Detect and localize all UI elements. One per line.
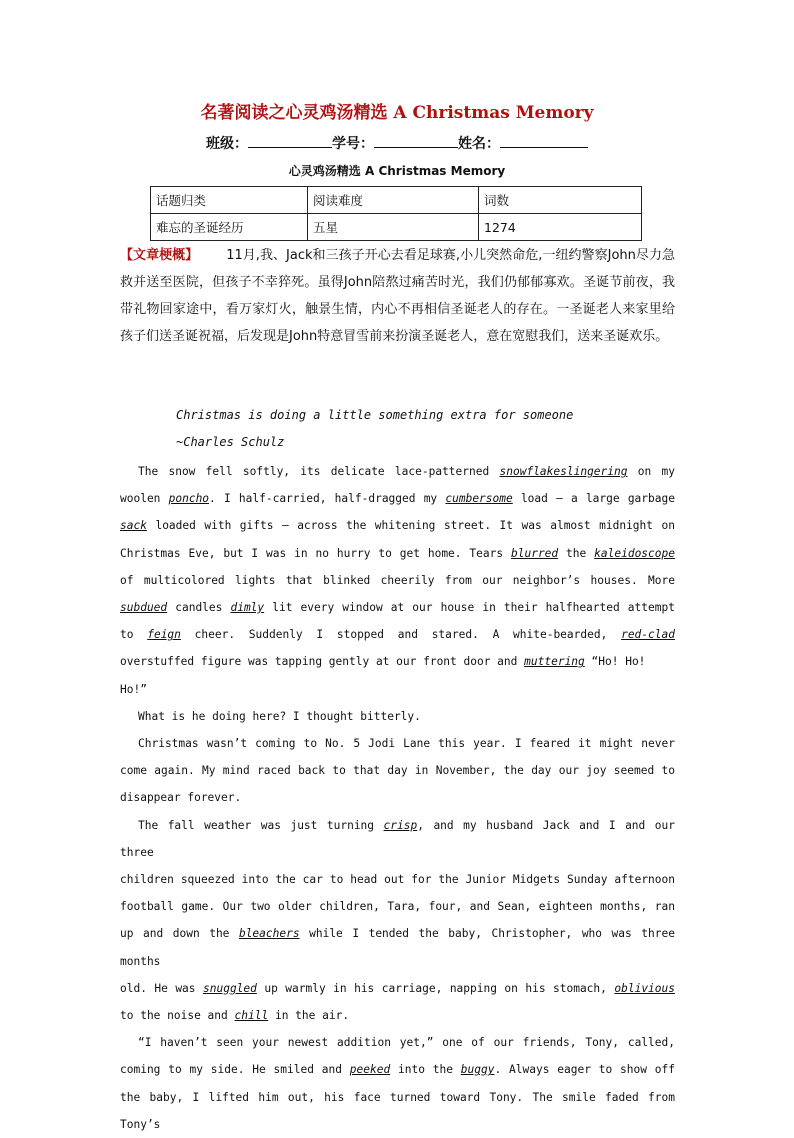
id-blank[interactable] bbox=[374, 135, 458, 148]
epigraph-quote: Christmas is doing a little something extra for someone bbox=[176, 408, 574, 422]
document-title: 名著阅读之心灵鸡汤精选 A Christmas Memory bbox=[200, 103, 594, 123]
table-header-cell: 阅读难度 bbox=[308, 187, 479, 214]
text-line: children squeezed into the car to head out for the Junior Midgets Sunday afternoon bbox=[120, 873, 675, 887]
text-line: coming to my side. He smiled and peeked into the buggy. Always eager to show off bbox=[120, 1063, 675, 1077]
name-label: 姓名： bbox=[458, 136, 500, 152]
vocab-word[interactable]: chill bbox=[234, 1009, 269, 1023]
epigraph-author: ~Charles Schulz bbox=[176, 435, 285, 449]
text-line: woolen poncho. I half-carried, half-dragged my cumbersome load — a large garbage bbox=[120, 492, 675, 506]
text-line: disappear forever. bbox=[120, 791, 242, 805]
table-cell: 难忘的圣诞经历 bbox=[151, 214, 308, 241]
text-line: up and down the bleachers while I tended the baby, Christopher, who was three months bbox=[120, 927, 675, 968]
vocab-word[interactable]: dimly bbox=[230, 601, 265, 615]
vocab-word[interactable]: crisp bbox=[383, 818, 418, 832]
vocab-word[interactable]: red-clad bbox=[621, 628, 675, 642]
table-header-cell: 词数 bbox=[479, 187, 642, 214]
name-blank[interactable] bbox=[500, 135, 588, 148]
text-line: “I haven’t seen your newest addition yet,” one of our friends, Tony, called, bbox=[138, 1036, 675, 1050]
text-line: the baby, I lifted him out, his face turned toward Tony. The smile faded from Tony’s bbox=[120, 1090, 675, 1131]
vocab-word[interactable]: buggy bbox=[460, 1063, 495, 1077]
text-line: subdued candles dimly lit every window at our house in their halfhearted attempt bbox=[120, 601, 675, 615]
vocab-word[interactable]: kaleidoscope bbox=[594, 546, 675, 560]
vocab-word[interactable]: muttering bbox=[524, 655, 585, 669]
summary-text: 11月,我、Jack和三孩子开心去看足球赛,小儿突然命危,一纽约警察John尽力急救并送至医院，但孩子不幸猝死。虽得John陪熬过痛苦时光，我们仍郁郁寡欢。圣诞节前夜，我带礼物回家途中，看万家灯火，触景生情，内心不再相信圣诞老人的存在。一圣诞老人来家里给孩子们送圣诞祝福，后发现是John特意冒雪前来扮演圣诞老人，意在宽慰我们，送来圣诞欢乐。 bbox=[120, 248, 675, 344]
id-label: 学号： bbox=[332, 136, 374, 152]
class-blank[interactable] bbox=[248, 135, 332, 148]
table-cell: 1274 bbox=[479, 214, 642, 241]
text-line: football game. Our two older children, Tara, four, and Sean, eighteen months, ran bbox=[120, 900, 675, 914]
vocab-word[interactable]: snuggled bbox=[203, 981, 257, 995]
text-line: sack loaded with gifts — across the whitening street. It was almost midnight on bbox=[120, 519, 675, 533]
table-cell: 五星 bbox=[308, 214, 479, 241]
vocab-word[interactable]: oblivious bbox=[614, 981, 675, 995]
text-line: Christmas wasn’t coming to No. 5 Jodi Lane this year. I feared it might never bbox=[138, 737, 675, 751]
table-row bbox=[151, 187, 642, 214]
text-line: come again. My mind raced back to that day in November, the day our joy seemed to bbox=[120, 764, 675, 778]
text-line: Christmas Eve, but I was in no hurry to get home. Tears blurred the kaleidoscope bbox=[120, 546, 675, 560]
summary-paragraph bbox=[120, 242, 675, 350]
text-line: The snow fell softly, its delicate lace-patterned snowflakeslingering on my bbox=[138, 465, 675, 478]
table-row bbox=[151, 214, 642, 241]
vocab-word[interactable]: snowflakeslingering bbox=[499, 465, 628, 478]
text-line: The fall weather was just turning crisp, and my husband Jack and I and our three bbox=[120, 818, 675, 859]
vocab-word[interactable]: sack bbox=[120, 519, 147, 533]
text-line: to feign cheer. Suddenly I stopped and stared. A white-bearded, red-clad bbox=[120, 628, 675, 642]
text-line: old. He was snuggled up warmly in his carriage, napping on his stomach, oblivious bbox=[120, 981, 675, 995]
summary-label: 【文章梗概】 bbox=[120, 248, 199, 263]
vocab-word[interactable]: cumbersome bbox=[445, 492, 513, 506]
text-line: to the noise and chill in the air. bbox=[120, 1009, 350, 1023]
student-info-line bbox=[0, 133, 794, 153]
subtitle: 心灵鸡汤精选 A Christmas Memory bbox=[288, 164, 506, 178]
text-line: What is he doing here? I thought bitterly. bbox=[138, 709, 421, 723]
info-table bbox=[150, 186, 642, 241]
vocab-word[interactable]: peeked bbox=[349, 1063, 391, 1077]
table-header-cell: 话题归类 bbox=[151, 187, 308, 214]
class-label: 班级： bbox=[206, 136, 248, 152]
text-line: overstuffed figure was tapping gently at our front door and muttering “Ho! Ho! Ho!” bbox=[120, 655, 646, 696]
vocab-word[interactable]: poncho bbox=[168, 492, 210, 506]
vocab-word[interactable]: bleachers bbox=[238, 927, 300, 941]
vocab-word[interactable]: feign bbox=[147, 628, 181, 642]
vocab-word[interactable]: blurred bbox=[511, 546, 559, 560]
story-text bbox=[120, 458, 675, 1138]
text-line: of multicolored lights that blinked cheerily from our neighbor’s houses. More bbox=[120, 573, 675, 587]
vocab-word[interactable]: subdued bbox=[120, 601, 168, 615]
